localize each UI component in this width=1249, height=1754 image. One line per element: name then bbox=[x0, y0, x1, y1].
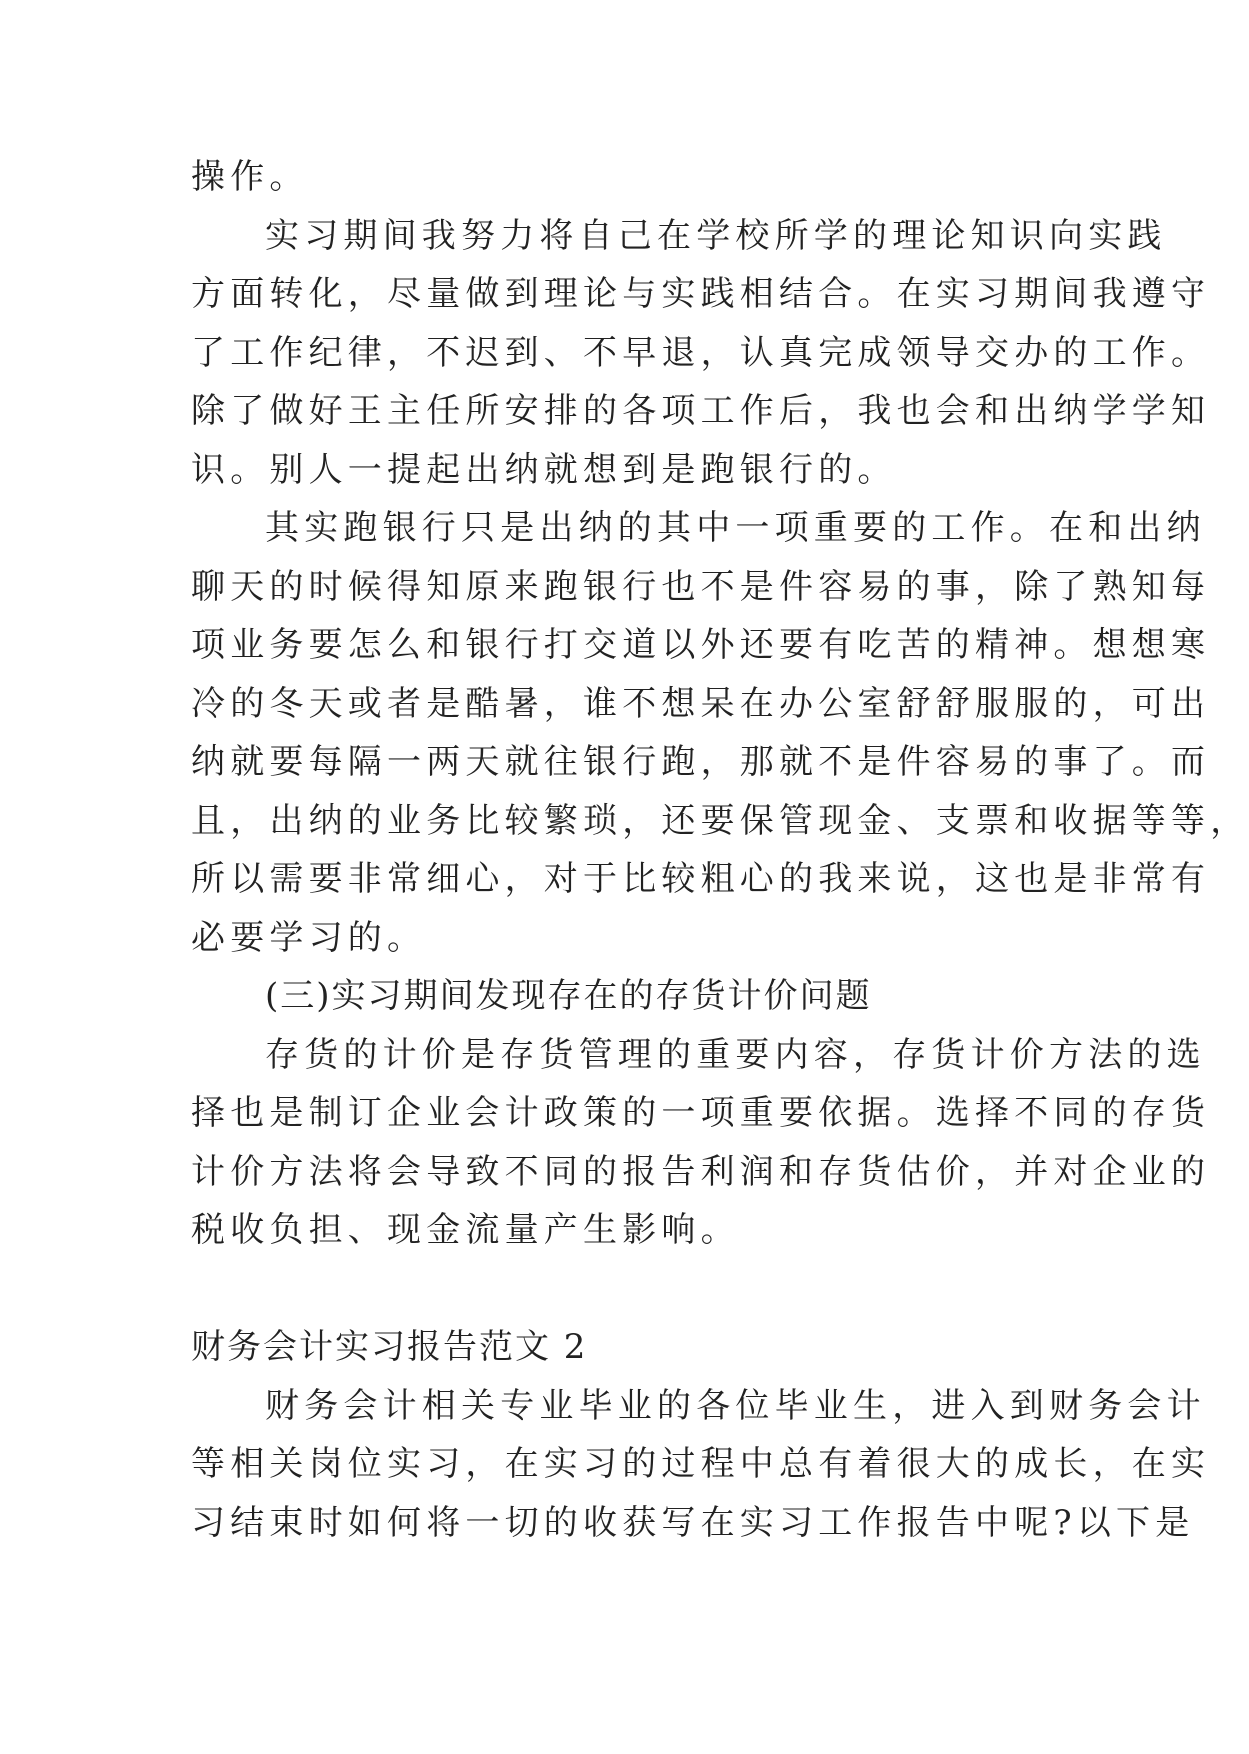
text-line: 项业务要怎么和银行打交道以外还要有吃苦的精神。想想寒 bbox=[191, 625, 1211, 665]
text-line: 除了做好王主任所安排的各项工作后，我也会和出纳学学知 bbox=[191, 391, 1211, 431]
paragraph-first-line: 财务会计相关专业毕业的各位毕业生，进入到财务会计 bbox=[265, 1385, 1206, 1426]
text-line: 操作。 bbox=[191, 157, 309, 197]
text-line: 方面转化，尽量做到理论与实践相结合。在实习期间我遵守 bbox=[191, 274, 1211, 314]
article-title: 财务会计实习报告范文 2 bbox=[191, 1327, 588, 1367]
text-line: 所以需要非常细心，对于比较粗心的我来说，这也是非常有 bbox=[191, 859, 1211, 899]
text-line: 择也是制订企业会计政策的一项重要依据。选择不同的存货 bbox=[191, 1093, 1211, 1133]
text-line: 聊天的时候得知原来跑银行也不是件容易的事，除了熟知每 bbox=[191, 566, 1211, 607]
paragraph-first-line: 其实跑银行只是出纳的其中一项重要的工作。在和出纳 bbox=[265, 508, 1206, 548]
text-line: 税收负担、现金流量产生影响。 bbox=[191, 1210, 740, 1250]
paragraph-first-line: 存货的计价是存货管理的重要内容，存货计价方法的选 bbox=[265, 1034, 1206, 1075]
blank-line bbox=[191, 1260, 1051, 1319]
text-line: 计价方法将会导致不同的报告利润和存货估价，并对企业的 bbox=[191, 1151, 1211, 1192]
text-line: 冷的冬天或者是酷暑，谁不想呆在办公室舒舒服服的，可出 bbox=[191, 683, 1211, 724]
text-line: 习结束时如何将一切的收获写在实习工作报告中呢?以下是 bbox=[191, 1502, 1195, 1543]
text-line: 识。别人一提起出纳就想到是跑银行的。 bbox=[191, 449, 897, 490]
section-heading: (三)实习期间发现存在的存货计价问题 bbox=[265, 976, 872, 1016]
text-line: 且，出纳的业务比较繁琐，还要保管现金、支票和收据等等， bbox=[191, 800, 1249, 841]
text-line: 了工作纪律，不迟到、不早退，认真完成领导交办的工作。 bbox=[191, 332, 1211, 373]
body-text bbox=[191, 148, 1249, 1552]
text-line: 等相关岗位实习，在实习的过程中总有着很大的成长，在实 bbox=[191, 1444, 1211, 1484]
text-line: 纳就要每隔一两天就往银行跑，那就不是件容易的事了。而 bbox=[191, 742, 1211, 782]
text-line: 必要学习的。 bbox=[191, 917, 427, 958]
paragraph-first-line: 实习期间我努力将自己在学校所学的理论知识向实践 bbox=[265, 215, 1167, 256]
